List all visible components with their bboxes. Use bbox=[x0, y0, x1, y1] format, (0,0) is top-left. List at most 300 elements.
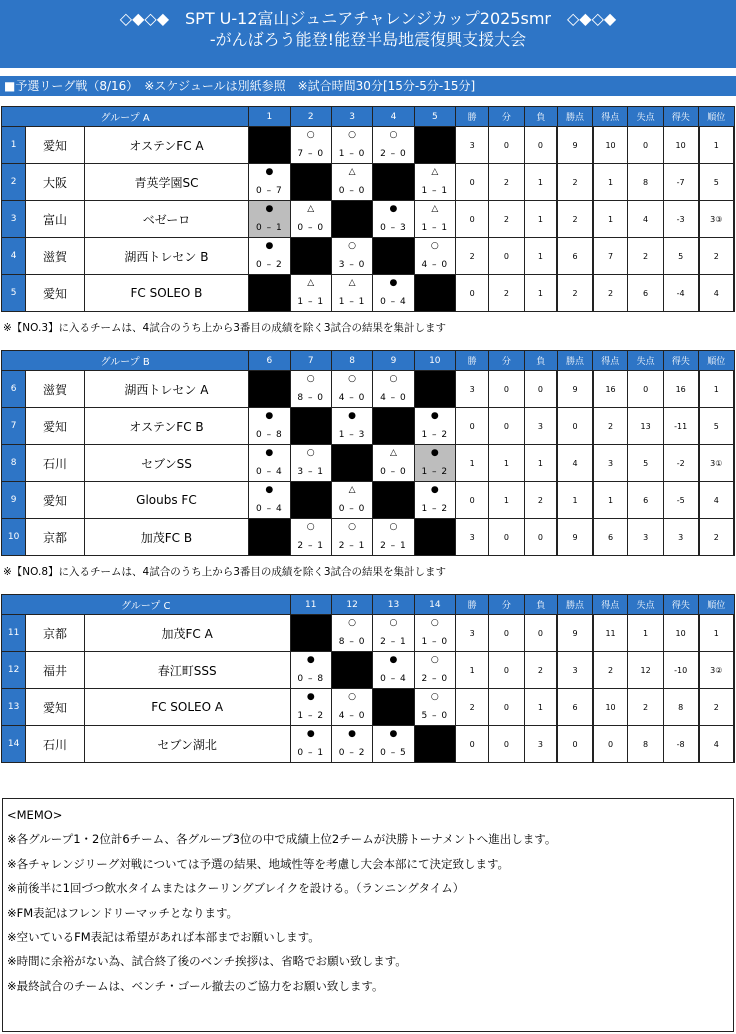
stat-goals-against: 2 bbox=[628, 689, 663, 726]
match-result bbox=[291, 371, 331, 407]
match-result-cell bbox=[331, 482, 372, 519]
memo-box bbox=[2, 798, 734, 1032]
stat-draws: 2 bbox=[489, 164, 524, 201]
result-symbol: ○ bbox=[430, 655, 439, 665]
stat-column-header: 得失 bbox=[663, 595, 698, 615]
result-symbol: ● bbox=[389, 278, 398, 288]
team-name: セブンSS bbox=[84, 445, 248, 482]
match-score: 8 – 0 bbox=[338, 637, 366, 647]
match-result bbox=[332, 615, 372, 651]
blocked-match-cell bbox=[373, 164, 414, 201]
result-symbol: △ bbox=[348, 485, 356, 495]
result-symbol: ○ bbox=[348, 130, 357, 140]
match-score: 0 – 1 bbox=[256, 223, 283, 233]
match-result-cell bbox=[290, 726, 331, 763]
group-header-row bbox=[2, 351, 735, 371]
stat-goal-difference: -4 bbox=[663, 275, 698, 312]
match-result-cell bbox=[331, 127, 372, 164]
match-result bbox=[332, 164, 372, 200]
stat-goals-against: 13 bbox=[628, 408, 663, 445]
match-score: 4 – 0 bbox=[380, 393, 407, 403]
team-number: 7 bbox=[2, 408, 26, 445]
match-score: 3 – 0 bbox=[338, 260, 366, 270]
match-score: 1 – 0 bbox=[338, 149, 366, 159]
match-result-cell bbox=[290, 371, 331, 408]
stat-draws: 0 bbox=[489, 689, 524, 726]
stat-column-header: 勝 bbox=[455, 107, 488, 127]
result-symbol: △ bbox=[431, 167, 439, 177]
stat-goals-for: 2 bbox=[593, 408, 628, 445]
result-symbol: ● bbox=[430, 485, 439, 495]
team-number: 6 bbox=[2, 371, 26, 408]
team-name: 春江町SSS bbox=[84, 652, 290, 689]
match-result-cell bbox=[414, 689, 455, 726]
match-score: 4 – 0 bbox=[338, 393, 366, 403]
stat-draws: 0 bbox=[489, 615, 524, 652]
group-note: ※【NO.8】に入るチームは、4試合のうち上から3番目の成績を除く3試合の結果を集計します bbox=[3, 566, 447, 578]
title-line-2: -がんばろう能登!能登半島地震復興支援大会 bbox=[209, 30, 527, 49]
self-match-cell bbox=[414, 519, 455, 556]
stat-rank: 1 bbox=[699, 127, 734, 164]
match-score: 0 – 0 bbox=[380, 467, 407, 477]
stat-goal-difference: -5 bbox=[663, 482, 698, 519]
match-score: 7 – 0 bbox=[297, 149, 325, 159]
stat-points: 9 bbox=[557, 371, 592, 408]
match-result bbox=[332, 127, 372, 163]
stat-losses: 3 bbox=[524, 408, 557, 445]
stat-wins: 1 bbox=[455, 445, 488, 482]
stat-goal-difference: -2 bbox=[663, 445, 698, 482]
match-result bbox=[291, 275, 331, 311]
match-result-cell bbox=[414, 238, 455, 275]
stat-goals-against: 8 bbox=[628, 726, 663, 763]
stat-losses: 0 bbox=[524, 371, 557, 408]
match-score: 5 – 0 bbox=[421, 711, 449, 721]
group-table bbox=[1, 106, 735, 312]
stat-goals-against: 1 bbox=[628, 615, 663, 652]
team-row bbox=[2, 652, 735, 689]
match-result-cell bbox=[373, 726, 414, 763]
stat-goals-against: 4 bbox=[628, 201, 663, 238]
match-score: 0 – 4 bbox=[256, 467, 283, 477]
result-symbol: ● bbox=[306, 692, 315, 702]
match-score: 2 – 1 bbox=[380, 637, 407, 647]
team-prefecture: 大阪 bbox=[26, 164, 85, 201]
team-number: 5 bbox=[2, 275, 26, 312]
stat-column-header: 勝点 bbox=[557, 351, 592, 371]
opponent-column-header: 5 bbox=[414, 107, 455, 127]
group-header-row bbox=[2, 107, 735, 127]
match-result bbox=[249, 445, 289, 481]
match-result bbox=[332, 482, 372, 518]
stat-column-header: 勝 bbox=[455, 351, 488, 371]
match-result bbox=[291, 201, 331, 237]
stat-losses: 1 bbox=[524, 164, 557, 201]
stat-column-header: 負 bbox=[524, 351, 557, 371]
match-score: 1 – 2 bbox=[297, 711, 325, 721]
team-row bbox=[2, 408, 735, 445]
match-result bbox=[291, 445, 331, 481]
match-score: 3 – 1 bbox=[297, 467, 325, 477]
team-prefecture: 愛知 bbox=[26, 482, 85, 519]
stat-goals-against: 0 bbox=[628, 127, 663, 164]
stat-goals-against: 2 bbox=[628, 238, 663, 275]
match-result bbox=[415, 689, 455, 725]
team-prefecture: 愛知 bbox=[26, 689, 85, 726]
match-result bbox=[415, 652, 455, 688]
blocked-match-cell bbox=[290, 238, 331, 275]
match-score: 1 – 0 bbox=[421, 637, 449, 647]
team-prefecture: 富山 bbox=[26, 201, 85, 238]
match-score: 4 – 0 bbox=[338, 711, 366, 721]
team-number: 4 bbox=[2, 238, 26, 275]
stat-wins: 0 bbox=[455, 164, 488, 201]
stat-wins: 0 bbox=[455, 482, 488, 519]
match-result-cell bbox=[331, 238, 372, 275]
stat-points: 6 bbox=[557, 238, 592, 275]
match-score: 0 – 2 bbox=[256, 260, 283, 270]
match-result-cell bbox=[249, 482, 290, 519]
stat-losses: 2 bbox=[524, 482, 557, 519]
stat-column-header: 失点 bbox=[628, 107, 663, 127]
team-row bbox=[2, 615, 735, 652]
match-result bbox=[373, 445, 413, 481]
stat-rank: 2 bbox=[699, 238, 734, 275]
match-score: 0 – 0 bbox=[297, 223, 325, 233]
team-number: 2 bbox=[2, 164, 26, 201]
team-row bbox=[2, 164, 735, 201]
stat-losses: 1 bbox=[524, 445, 557, 482]
team-prefecture: 福井 bbox=[26, 652, 85, 689]
team-name: 加茂FC B bbox=[84, 519, 248, 556]
stat-goals-against: 3 bbox=[628, 519, 663, 556]
opponent-column-header: 9 bbox=[373, 351, 414, 371]
stat-rank: 3② bbox=[699, 652, 734, 689]
stat-points: 9 bbox=[557, 519, 592, 556]
opponent-column-header: 13 bbox=[373, 595, 414, 615]
team-prefecture: 滋賀 bbox=[26, 238, 85, 275]
match-result-cell bbox=[290, 275, 331, 312]
opponent-column-header: 1 bbox=[249, 107, 290, 127]
match-result bbox=[249, 408, 289, 444]
stat-rank: 3③ bbox=[699, 201, 734, 238]
stat-losses: 0 bbox=[524, 519, 557, 556]
schedule-info-bar: ■予選リーグ戦（8/16） ※スケジュールは別紙参照 ※試合時間30分[15分-5分-15分] bbox=[0, 76, 736, 96]
match-result bbox=[249, 238, 289, 274]
self-match-cell bbox=[290, 615, 331, 652]
result-symbol: ○ bbox=[430, 241, 439, 251]
match-score: 2 – 1 bbox=[297, 541, 325, 551]
stat-column-header: 分 bbox=[489, 351, 524, 371]
result-symbol: ● bbox=[265, 448, 274, 458]
blocked-match-cell bbox=[414, 127, 455, 164]
match-result bbox=[249, 164, 289, 200]
result-symbol: ● bbox=[348, 411, 356, 421]
match-result bbox=[415, 445, 455, 481]
stat-losses: 0 bbox=[524, 127, 557, 164]
result-symbol: ○ bbox=[348, 522, 356, 532]
stat-wins: 0 bbox=[456, 726, 489, 763]
self-match-cell bbox=[373, 482, 414, 519]
team-name: ベゼーロ bbox=[84, 201, 248, 238]
match-score: 0 – 3 bbox=[380, 223, 407, 233]
match-result-cell bbox=[249, 408, 290, 445]
memo-line: ※各チャレンジリーグ対戦については予選の結果、地域性等を考慮し大会本部にて決定致します。 bbox=[7, 856, 510, 871]
match-result-cell bbox=[373, 445, 414, 482]
stat-losses: 1 bbox=[524, 201, 557, 238]
group-header-row bbox=[2, 595, 735, 615]
stat-draws: 0 bbox=[489, 127, 524, 164]
match-result bbox=[415, 615, 455, 651]
result-symbol: ● bbox=[265, 204, 274, 214]
stat-wins: 2 bbox=[455, 238, 488, 275]
match-result-cell bbox=[249, 201, 290, 238]
match-result-cell bbox=[331, 275, 372, 312]
team-row bbox=[2, 519, 735, 556]
stat-goals-against: 6 bbox=[628, 482, 663, 519]
match-score: 2 – 0 bbox=[421, 674, 449, 684]
stat-column-header: 勝点 bbox=[557, 595, 592, 615]
stat-draws: 2 bbox=[489, 201, 524, 238]
stat-wins: 0 bbox=[455, 408, 488, 445]
stat-draws: 0 bbox=[489, 726, 524, 763]
opponent-column-header: 8 bbox=[331, 351, 372, 371]
stat-wins: 3 bbox=[455, 519, 488, 556]
match-score: 1 – 1 bbox=[421, 186, 449, 196]
result-symbol: △ bbox=[389, 448, 397, 458]
opponent-column-header: 12 bbox=[331, 595, 372, 615]
stat-goals-for: 16 bbox=[593, 371, 628, 408]
blocked-match-cell bbox=[373, 408, 414, 445]
match-result bbox=[415, 238, 455, 274]
stat-goal-difference: 10 bbox=[663, 615, 698, 652]
stat-column-header: 順位 bbox=[699, 107, 734, 127]
stat-column-header: 得失 bbox=[663, 351, 698, 371]
team-number: 8 bbox=[2, 445, 26, 482]
match-result-cell bbox=[249, 238, 290, 275]
stat-goals-for: 3 bbox=[593, 445, 628, 482]
team-number: 10 bbox=[2, 519, 26, 556]
stat-points: 2 bbox=[557, 275, 592, 312]
team-prefecture: 京都 bbox=[26, 519, 85, 556]
stat-column-header: 分 bbox=[489, 595, 524, 615]
stat-losses: 1 bbox=[524, 238, 557, 275]
match-result bbox=[291, 652, 331, 688]
match-result-cell bbox=[414, 445, 455, 482]
group-table bbox=[1, 594, 735, 763]
match-score: 2 – 1 bbox=[338, 541, 366, 551]
match-score: 1 – 2 bbox=[421, 430, 449, 440]
team-name: 湖西トレセン B bbox=[84, 238, 248, 275]
result-symbol: △ bbox=[307, 278, 315, 288]
group-table bbox=[1, 350, 735, 556]
stat-draws: 0 bbox=[489, 371, 524, 408]
team-number: 9 bbox=[2, 482, 26, 519]
team-name: セブン湖北 bbox=[84, 726, 290, 763]
match-score: 0 – 1 bbox=[297, 748, 325, 758]
self-match-cell bbox=[290, 408, 331, 445]
match-score: 0 – 0 bbox=[338, 186, 366, 196]
group-note: ※【NO.3】に入るチームは、4試合のうち上から3番目の成績を除く3試合の結果を集計します bbox=[3, 322, 447, 334]
match-result bbox=[415, 482, 455, 518]
stat-losses: 2 bbox=[524, 652, 557, 689]
match-result-cell bbox=[373, 615, 414, 652]
stat-column-header: 順位 bbox=[699, 351, 734, 371]
match-result-cell bbox=[331, 519, 372, 556]
stat-goals-for: 10 bbox=[593, 689, 628, 726]
result-symbol: ● bbox=[306, 729, 315, 739]
stat-points: 4 bbox=[557, 445, 592, 482]
result-symbol: ○ bbox=[348, 374, 356, 384]
stat-goal-difference: -11 bbox=[663, 408, 698, 445]
match-result-cell bbox=[290, 652, 331, 689]
result-symbol: △ bbox=[307, 204, 315, 214]
opponent-column-header: 3 bbox=[331, 107, 372, 127]
result-symbol: ○ bbox=[306, 374, 315, 384]
result-symbol: ● bbox=[306, 655, 315, 665]
match-score: 1 – 1 bbox=[297, 297, 325, 307]
stat-goals-for: 11 bbox=[593, 615, 628, 652]
group-name: グループ A bbox=[2, 107, 249, 127]
stat-goals-for: 7 bbox=[593, 238, 628, 275]
blocked-match-cell bbox=[290, 482, 331, 519]
result-symbol: ● bbox=[265, 485, 274, 495]
memo-line: ※各グループ1・2位計6チーム、各グループ3位の中で成績上位2チームが決勝トーナメントへ進出します。 bbox=[7, 832, 557, 847]
stat-column-header: 得点 bbox=[593, 107, 628, 127]
stat-losses: 1 bbox=[524, 275, 557, 312]
team-row bbox=[2, 275, 735, 312]
self-match-cell bbox=[414, 275, 455, 312]
match-score: 0 – 8 bbox=[256, 430, 283, 440]
result-symbol: ● bbox=[389, 204, 398, 214]
team-prefecture: 愛知 bbox=[26, 408, 85, 445]
match-result bbox=[249, 482, 289, 518]
opponent-column-header: 14 bbox=[414, 595, 455, 615]
stat-goals-against: 6 bbox=[628, 275, 663, 312]
team-number: 13 bbox=[2, 689, 26, 726]
match-result bbox=[373, 726, 413, 762]
stat-rank: 2 bbox=[699, 519, 734, 556]
stat-goal-difference: -3 bbox=[663, 201, 698, 238]
team-prefecture: 愛知 bbox=[26, 275, 85, 312]
stat-column-header: 勝点 bbox=[557, 107, 592, 127]
opponent-column-header: 2 bbox=[290, 107, 331, 127]
team-prefecture: 愛知 bbox=[26, 127, 85, 164]
result-symbol: ○ bbox=[306, 522, 315, 532]
stat-column-header: 得点 bbox=[593, 595, 628, 615]
match-result-cell bbox=[290, 519, 331, 556]
match-result-cell bbox=[414, 482, 455, 519]
blocked-match-cell bbox=[249, 275, 290, 312]
stat-goals-for: 10 bbox=[593, 127, 628, 164]
team-number: 11 bbox=[2, 615, 26, 652]
result-symbol: ○ bbox=[348, 618, 357, 628]
match-score: 8 – 0 bbox=[297, 393, 325, 403]
self-match-cell bbox=[373, 689, 414, 726]
blocked-match-cell bbox=[414, 371, 455, 408]
stat-points: 6 bbox=[557, 689, 592, 726]
stat-goals-against: 5 bbox=[628, 445, 663, 482]
team-name: オステンFC A bbox=[84, 127, 248, 164]
match-result bbox=[332, 726, 372, 762]
opponent-column-header: 11 bbox=[290, 595, 331, 615]
stat-draws: 1 bbox=[489, 482, 524, 519]
team-row bbox=[2, 127, 735, 164]
match-result-cell bbox=[331, 689, 372, 726]
stat-goals-for: 1 bbox=[593, 164, 628, 201]
team-row bbox=[2, 238, 735, 275]
result-symbol: ● bbox=[389, 655, 398, 665]
result-symbol: ○ bbox=[306, 130, 315, 140]
stat-wins: 1 bbox=[456, 652, 489, 689]
stat-goals-against: 8 bbox=[628, 164, 663, 201]
memo-line: ※空いているFM表記は希望があれば本部までお願いします。 bbox=[7, 930, 320, 945]
stat-points: 0 bbox=[557, 726, 592, 763]
team-prefecture: 石川 bbox=[26, 445, 85, 482]
stat-draws: 0 bbox=[489, 652, 524, 689]
team-prefecture: 滋賀 bbox=[26, 371, 85, 408]
result-symbol: △ bbox=[431, 204, 439, 214]
stat-rank: 4 bbox=[699, 726, 734, 763]
stat-column-header: 分 bbox=[489, 107, 524, 127]
match-result bbox=[291, 127, 331, 163]
stat-column-header: 負 bbox=[524, 595, 557, 615]
team-name: オステンFC B bbox=[84, 408, 248, 445]
result-symbol: ○ bbox=[389, 374, 398, 384]
match-score: 0 – 2 bbox=[338, 748, 366, 758]
match-score: 0 – 8 bbox=[297, 674, 325, 684]
memo-heading: <MEMO> bbox=[7, 808, 63, 822]
result-symbol: ○ bbox=[430, 618, 439, 628]
match-result bbox=[332, 371, 372, 407]
stat-wins: 0 bbox=[455, 275, 488, 312]
self-match-cell bbox=[331, 201, 372, 238]
tournament-title-banner bbox=[0, 0, 736, 68]
stat-goal-difference: 3 bbox=[663, 519, 698, 556]
stat-rank: 5 bbox=[699, 164, 734, 201]
match-result-cell bbox=[249, 164, 290, 201]
match-result-cell bbox=[290, 445, 331, 482]
match-result bbox=[291, 519, 331, 555]
team-row bbox=[2, 726, 735, 763]
stat-wins: 0 bbox=[455, 201, 488, 238]
self-match-cell bbox=[331, 652, 372, 689]
match-score: 2 – 0 bbox=[380, 149, 407, 159]
stat-goal-difference: -10 bbox=[663, 652, 698, 689]
team-row bbox=[2, 445, 735, 482]
stat-wins: 3 bbox=[455, 371, 488, 408]
match-score: 2 – 1 bbox=[380, 541, 407, 551]
result-symbol: △ bbox=[348, 167, 356, 177]
match-result bbox=[332, 408, 372, 444]
team-number: 14 bbox=[2, 726, 26, 763]
memo-line: ※最終試合のチームは、ベンチ・ゴール撤去のご協力をお願い致します。 bbox=[7, 978, 384, 993]
stat-wins: 3 bbox=[456, 615, 489, 652]
stat-column-header: 負 bbox=[524, 107, 557, 127]
stat-wins: 2 bbox=[456, 689, 489, 726]
match-result-cell bbox=[414, 201, 455, 238]
group-name: グループ B bbox=[2, 351, 249, 371]
match-result-cell bbox=[373, 201, 414, 238]
match-result-cell bbox=[331, 371, 372, 408]
match-result bbox=[373, 201, 413, 237]
stat-draws: 0 bbox=[489, 519, 524, 556]
opponent-column-header: 4 bbox=[373, 107, 414, 127]
match-score: 0 – 7 bbox=[256, 186, 283, 196]
match-score: 0 – 4 bbox=[256, 504, 283, 514]
match-result-cell bbox=[331, 408, 372, 445]
result-symbol: ● bbox=[265, 241, 274, 251]
